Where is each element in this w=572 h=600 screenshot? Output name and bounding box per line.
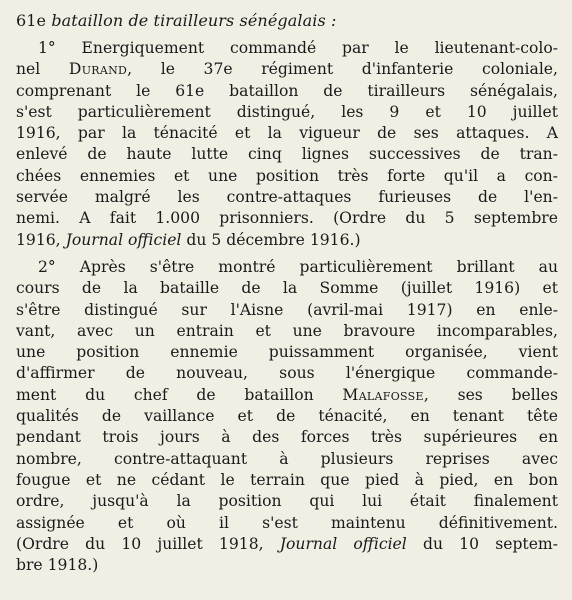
paragraph-2-line [16,534,558,555]
paragraph-1-line: s'est particulièrement distingué, les 9 et 10 juillet [16,102,558,121]
paragraph-2-line: une position ennemie puissamment organisée, vient [16,343,558,362]
journal-title: Journal officiel [279,534,407,553]
paragraph-2-line: ordre, jusqu'à la position qui lui était finalement [16,492,558,511]
paragraph-2-line: pendant trois jours à des forces très supérieures en [16,428,558,447]
paragraph-2-line: 2° Après s'être montré particulièrement brillant au [38,257,558,276]
paragraph-2-line: nombre, contre-attaquant à plusieurs reprises avec [16,449,558,468]
text-run: du 10 septem- [422,534,558,553]
paragraph-1-line: servée malgré les contre-attaques furieuses de l'en- [16,188,558,207]
paragraph-2 [16,257,558,576]
paragraph-2-line: cours de la bataille de la Somme (juillet 1916) et [16,279,558,298]
text-run: 1916, [16,230,61,249]
heading-text: bataillon de tirailleurs sénégalais : [51,11,337,30]
text-run: (Ordre du 10 juillet 1918, [16,534,264,553]
text-run: nel [16,60,41,79]
commander-name: Malafosse [342,385,424,404]
paragraph-1-line [16,59,558,80]
paragraph-2-line: fougue et ne cédant le terrain que pied à pied, en bon [16,470,558,489]
heading-number: 61e [16,11,47,30]
paragraph-1-line: comprenant le 61e bataillon de tirailleurs sénégalais, [16,81,558,100]
paragraph-2-line: d'affirmer de nouveau, sous l'énergique commande- [16,364,558,383]
paragraph-1 [16,38,558,251]
paragraph-1-line: nemi. A fait 1.000 prisonniers. (Ordre du 5 septembre [16,209,558,228]
text-run: , le 37e régiment d'infanterie coloniale, [127,60,558,79]
paragraph-1-line: 1° Energiquement commandé par le lieutenant-colo- [38,39,558,57]
paragraph-1-line: chées ennemies et une position très forte qu'il a con- [16,166,558,185]
paragraph-2-line: bre 1918.) [16,556,99,575]
commander-name: Durand [68,60,128,79]
paragraph-1-line: enlevé de haute lutte cinq lignes successives de tran- [16,145,558,164]
paragraph-2-line: assignée et où il s'est maintenu définitivement. [16,513,558,532]
text-run: du 5 décembre 1916.) [186,230,361,249]
paragraph-1-line: 1916, par la ténacité et la vigueur de ses attaques. A [16,124,558,143]
paragraph-2-line [16,385,558,406]
paragraph-2-line: vant, avec un entrain et une bravoure incomparables, [16,321,558,340]
paragraph-1-line [16,230,558,251]
paragraph-2-line: qualités de vaillance et de ténacité, en tenant tête [16,407,558,426]
text-run: ment du chef de bataillon [16,385,314,404]
journal-title: Journal officiel [65,230,182,249]
heading [16,10,558,32]
text-run: , ses belles [423,385,558,404]
paragraph-2-line: s'être distingué sur l'Aisne (avril-mai 1917) en enle- [16,300,558,319]
